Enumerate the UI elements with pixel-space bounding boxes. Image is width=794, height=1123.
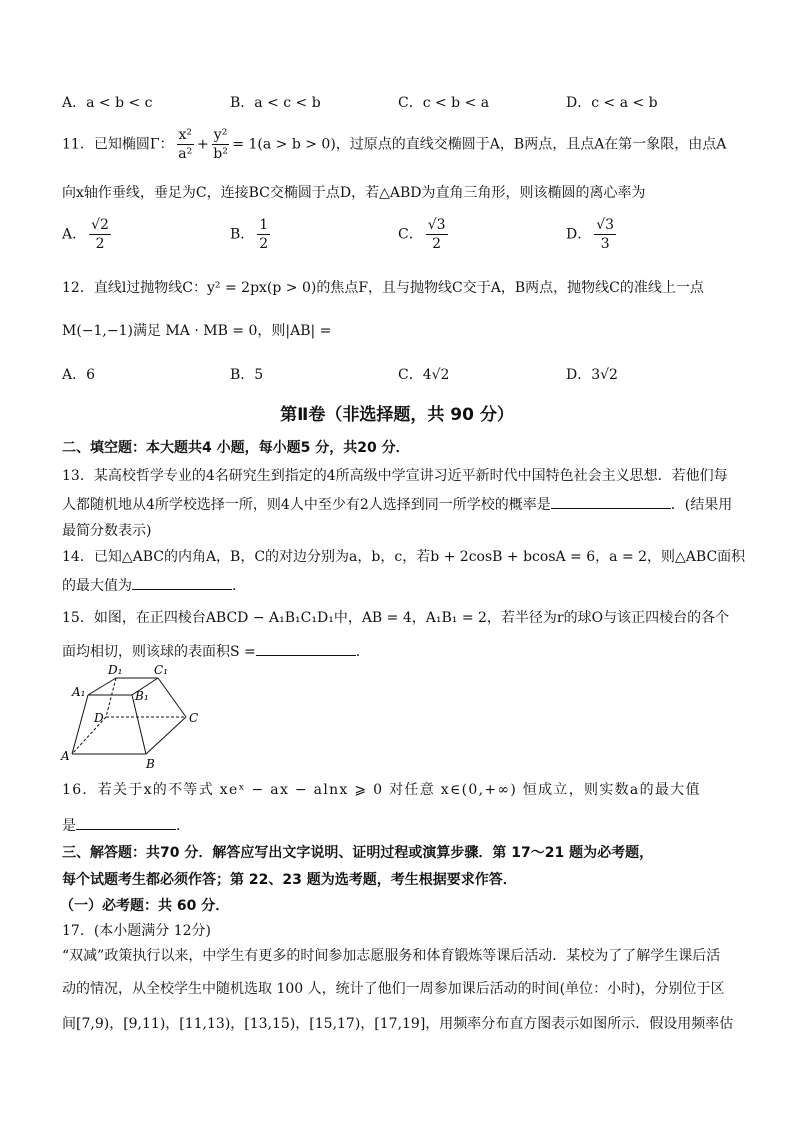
- q16-line2: [62, 815, 190, 835]
- option-num: √2: [91, 217, 109, 233]
- q17-line3: 间[7,9)，[9,11)，[11,13)，[13,15)，[15,17)，[17,19]，用频率分布直方图表示如图所示．假设用频率估: [62, 1016, 734, 1032]
- q11-fraction-x: [177, 126, 195, 163]
- q15-answer-blank[interactable]: [256, 643, 356, 656]
- q12-line1: 12．直线l过抛物线C：y² = 2px(p > 0)的焦点F，且与抛物线C交于A，B两点，抛物线C的准线上一点: [62, 280, 704, 296]
- edge-b1b: [132, 695, 146, 754]
- q10-option-a: A．a < b < c: [62, 95, 153, 111]
- part2-title: 第Ⅱ卷（非选择题，共 90 分）: [280, 405, 514, 425]
- q17-line2: 动的情况，从全校学生中随机选取 100 人，统计了他们一周参加课后活动的时间(单位：小时)，分别位于区: [62, 981, 725, 997]
- q11-option-b: [230, 216, 273, 253]
- option-label: D．: [566, 226, 592, 243]
- edge-d1d: [106, 678, 116, 717]
- option-label: C．: [398, 226, 423, 243]
- option-num: √3: [427, 217, 446, 233]
- option-fraction: [594, 216, 616, 253]
- q14-line2: [62, 575, 246, 595]
- q13-line2-post: ．(结果用: [670, 497, 733, 513]
- frustum-figure: [58, 660, 208, 770]
- q13-answer-blank[interactable]: [551, 496, 671, 509]
- q14-line2-text: 的最大值为: [62, 578, 132, 594]
- q14-answer-blank[interactable]: [132, 577, 232, 590]
- q16-answer-blank[interactable]: [76, 817, 176, 830]
- q11-option-a: [62, 216, 114, 253]
- option-fraction: [426, 216, 448, 253]
- required-subsection: （一）必考题：共 60 分．: [60, 898, 230, 914]
- q10-option-d: D．c < a < b: [566, 95, 658, 111]
- q12-option-d: D．3√2: [566, 367, 618, 383]
- q13-line1: 13．某高校哲学专业的4名研究生到指定的4所高级中学宣讲习近平新时代中国特色社会主义思想．若他们每: [62, 468, 728, 484]
- q11-line1: [62, 126, 726, 163]
- q16-line2-text: 是: [62, 818, 76, 834]
- q12-option-b: B．5: [230, 367, 264, 383]
- section3-line2: 每个试题考生都必须作答；第 22、23 题为选考题，考生根据要求作答．: [62, 872, 517, 888]
- q11-fraction-y: [212, 126, 230, 163]
- label-c: C: [189, 711, 199, 725]
- q11-option-d: [566, 216, 619, 253]
- section3-line1: 三、解答题：共70 分．解答应写出文字说明、证明过程或演算步骤．第 17～21 题为必考题，: [62, 845, 654, 861]
- edge-bc: [146, 717, 186, 754]
- section2-heading: 二、填空题：本大题共4 小题，每小题5 分，共20 分．: [62, 440, 410, 456]
- q11-frac1-num: x²: [178, 127, 193, 143]
- q14-line1: 14．已知△ABC的内角A，B，C的对边分别为a，b，c，若b + 2cosB + bcosA = 6，a = 2，则△ABC面积: [62, 549, 746, 565]
- q15-line2-post: ．: [355, 644, 370, 660]
- q12-option-c: C．4√2: [398, 367, 450, 383]
- q12-line2: M(−1,−1)满足 MA · MB = 0，则|AB| =: [62, 323, 332, 339]
- option-den: 2: [432, 236, 442, 252]
- option-num: √3: [596, 217, 615, 233]
- q15-line2-text: 面均相切，则该球的表面积S =: [62, 644, 256, 660]
- q13-line3: 最简分数表示): [62, 523, 152, 539]
- label-c1: C₁: [154, 663, 168, 677]
- label-d1: D₁: [108, 663, 123, 677]
- option-den: 2: [95, 236, 105, 252]
- q15-line2: [62, 641, 370, 661]
- q10-option-b: B．a < c < b: [230, 95, 321, 111]
- label-b: B: [146, 757, 155, 770]
- q17-line1: “双减”政策执行以来，中学生有更多的时间参加志愿服务和体育锻炼等课后活动．某校为了了解学生课后活: [62, 948, 721, 964]
- option-den: 3: [600, 236, 610, 252]
- q16-line2-post: ．: [176, 818, 190, 834]
- label-b1: B₁: [135, 689, 149, 703]
- q11-plus: +: [197, 136, 209, 153]
- option-label: A．: [62, 226, 87, 243]
- q11-frac2-den: b²: [213, 146, 228, 162]
- q10-option-c: C．c < b < a: [398, 95, 490, 111]
- q11-frac1-den: a²: [178, 146, 193, 162]
- q14-line2-post: ．: [232, 578, 246, 594]
- q11-prefix: 11．已知椭圆Γ：: [62, 136, 174, 153]
- label-d: D: [94, 711, 104, 725]
- option-fraction: [257, 216, 270, 253]
- q11-frac2-num: y²: [213, 127, 228, 143]
- option-den: 2: [259, 236, 269, 252]
- edge-a1a: [72, 695, 88, 754]
- q11-line2: 向x轴作垂线，垂足为C，连接BC交椭圆于点D，若△ABD为直角三角形，则该椭圆的离心率为: [62, 185, 646, 201]
- option-label: B．: [230, 226, 255, 243]
- q12-option-a: A．6: [62, 367, 96, 383]
- q11-option-c: [398, 216, 451, 253]
- q16-line1: 16．若关于x的不等式 xeˣ − ax − alnx ⩾ 0 对任意 x∈(0,+∞) 恒成立，则实数a的最大值: [62, 782, 701, 798]
- label-a: A: [61, 749, 70, 763]
- q13-line2: [62, 494, 732, 514]
- q15-line1: 15．如图，在正四棱台ABCD − A₁B₁C₁D₁中，AB = 4，A₁B₁ = 2，若半径为r的球O与该正四棱台的各个: [62, 610, 730, 626]
- option-num: 1: [259, 217, 269, 233]
- q17-heading: 17．(本小题满分 12分): [62, 923, 212, 939]
- q13-line2-text: 人都随机地从4所学校选择一所，则4人中至少有2人选择到同一所学校的概率是: [62, 497, 551, 513]
- option-fraction: [89, 216, 111, 253]
- label-a1: A₁: [72, 685, 86, 699]
- edge-c1c: [158, 678, 186, 717]
- q11-suffix: = 1(a > b > 0)，过原点的直线交椭圆于A，B两点，且点A在第一象限，由点A: [232, 136, 727, 153]
